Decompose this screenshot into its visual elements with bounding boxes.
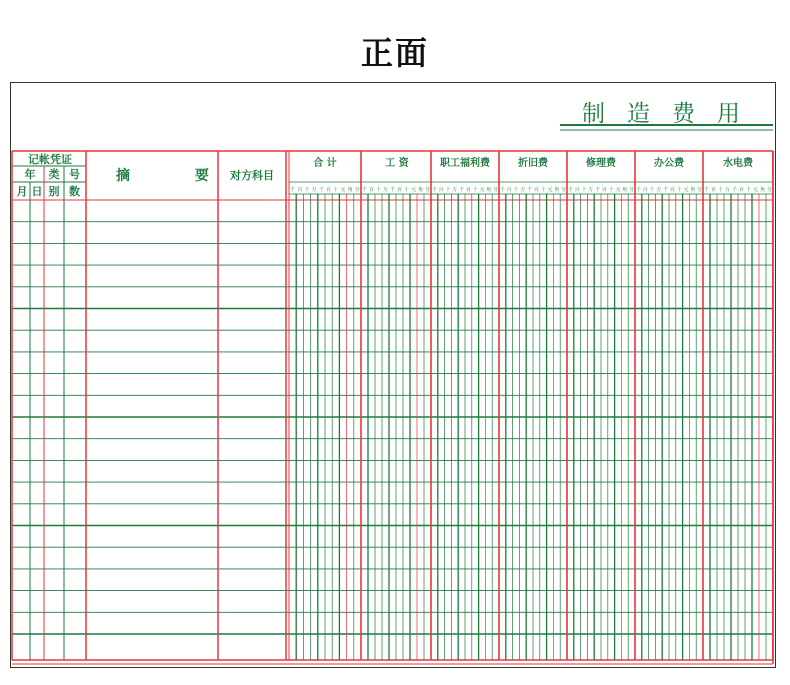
digit-unit-label: 千 — [389, 187, 395, 193]
digit-unit-label: 千 — [635, 187, 641, 193]
digit-unit-labels — [431, 186, 499, 194]
digit-unit-label: 十 — [745, 187, 751, 193]
number-header-bottom: 数 — [69, 185, 80, 198]
digit-unit-label: 十 — [717, 187, 723, 193]
digit-unit-label: 千 — [595, 187, 601, 193]
digit-unit-label: 千 — [290, 187, 296, 193]
digit-unit-label: 百 — [642, 187, 648, 193]
year-header: 年 — [24, 168, 36, 181]
digit-unit-label: 千 — [459, 187, 465, 193]
digit-unit-label: 千 — [318, 187, 324, 193]
digit-unit-label: 分 — [424, 187, 430, 193]
digit-unit-label: 百 — [506, 187, 512, 193]
digit-unit-label: 角 — [417, 187, 423, 193]
number-header-top: 号 — [69, 168, 80, 181]
digit-unit-label: 千 — [499, 187, 505, 193]
digit-unit-label: 十 — [581, 187, 587, 193]
type-header-top: 类 — [48, 168, 60, 181]
digit-unit-label: 分 — [561, 187, 567, 193]
digit-unit-label: 元 — [683, 187, 689, 193]
digit-unit-label: 百 — [368, 187, 374, 193]
digit-unit-label: 百 — [297, 187, 303, 193]
digit-unit-labels — [703, 186, 773, 194]
digit-unit-label: 角 — [554, 187, 560, 193]
digit-unit-labels — [499, 186, 567, 194]
digit-unit-labels — [635, 186, 703, 194]
digit-unit-label: 分 — [697, 187, 703, 193]
digit-unit-label: 万 — [724, 187, 730, 193]
ledger-title: 制造费用 — [582, 101, 762, 127]
digit-unit-label: 百 — [396, 187, 402, 193]
digit-unit-label: 万 — [452, 187, 458, 193]
amount-header-welfare: 职工福利费 — [440, 158, 490, 169]
amount-header-depreciation: 折旧费 — [518, 158, 548, 169]
digit-unit-label: 千 — [527, 187, 533, 193]
type-header-bottom: 别 — [48, 185, 60, 198]
digit-unit-label: 百 — [601, 187, 607, 193]
digit-unit-label: 万 — [311, 187, 317, 193]
digit-unit-label: 千 — [731, 187, 737, 193]
digit-unit-labels — [567, 186, 635, 194]
digit-unit-label: 元 — [547, 187, 553, 193]
digit-unit-label: 分 — [493, 187, 499, 193]
digit-unit-label: 百 — [533, 187, 539, 193]
digit-unit-labels — [289, 186, 361, 194]
digit-unit-label: 元 — [340, 187, 346, 193]
digit-unit-label: 千 — [431, 187, 437, 193]
amount-header-repair: 修理费 — [586, 158, 616, 169]
digit-unit-label: 万 — [588, 187, 594, 193]
digit-unit-label: 百 — [465, 187, 471, 193]
digit-unit-label: 十 — [513, 187, 519, 193]
digit-unit-label: 分 — [766, 187, 772, 193]
digit-unit-label: 百 — [574, 187, 580, 193]
digit-unit-label: 千 — [361, 187, 367, 193]
digit-unit-label: 十 — [649, 187, 655, 193]
digit-unit-label: 千 — [663, 187, 669, 193]
page-title: 正面 — [360, 34, 429, 72]
digit-unit-label: 角 — [759, 187, 765, 193]
digit-unit-label: 角 — [486, 187, 492, 193]
digit-unit-label: 十 — [403, 187, 409, 193]
digit-unit-label: 十 — [676, 187, 682, 193]
digit-unit-label: 元 — [479, 187, 485, 193]
account-header: 对方科目 — [230, 169, 274, 182]
digit-unit-label: 十 — [304, 187, 310, 193]
digit-unit-label: 十 — [540, 187, 546, 193]
amount-header-total: 合 计 — [313, 158, 337, 169]
digit-unit-label: 分 — [354, 187, 360, 193]
digit-unit-label: 万 — [382, 187, 388, 193]
day-header: 日 — [31, 185, 43, 198]
digit-unit-label: 十 — [375, 187, 381, 193]
digit-unit-labels — [361, 186, 431, 194]
digit-unit-label: 万 — [656, 187, 662, 193]
digit-unit-label: 百 — [438, 187, 444, 193]
amount-header-utilities: 水电费 — [723, 158, 753, 169]
digit-unit-label: 角 — [690, 187, 696, 193]
digit-unit-label: 千 — [703, 187, 709, 193]
amount-header-wages: 工 资 — [385, 158, 409, 169]
digit-unit-label: 角 — [347, 187, 353, 193]
digit-unit-label: 百 — [710, 187, 716, 193]
digit-unit-label: 千 — [567, 187, 573, 193]
month-header: 月 — [16, 185, 28, 198]
digit-unit-label: 十 — [472, 187, 478, 193]
digit-unit-label: 百 — [669, 187, 675, 193]
digit-unit-label: 十 — [445, 187, 451, 193]
summary-header: 摘 要 — [116, 168, 239, 184]
digit-unit-label: 十 — [608, 187, 614, 193]
digit-unit-label: 角 — [622, 187, 628, 193]
digit-unit-label: 元 — [615, 187, 621, 193]
digit-unit-label: 元 — [752, 187, 758, 193]
digit-unit-label: 元 — [410, 187, 416, 193]
digit-unit-label: 百 — [326, 187, 332, 193]
amount-header-office: 办公费 — [654, 158, 684, 169]
digit-unit-label: 十 — [333, 187, 339, 193]
digit-unit-label: 百 — [738, 187, 744, 193]
digit-unit-label: 分 — [629, 187, 635, 193]
digit-unit-label: 万 — [520, 187, 526, 193]
voucher-group-header: 记帐凭证 — [28, 153, 72, 166]
